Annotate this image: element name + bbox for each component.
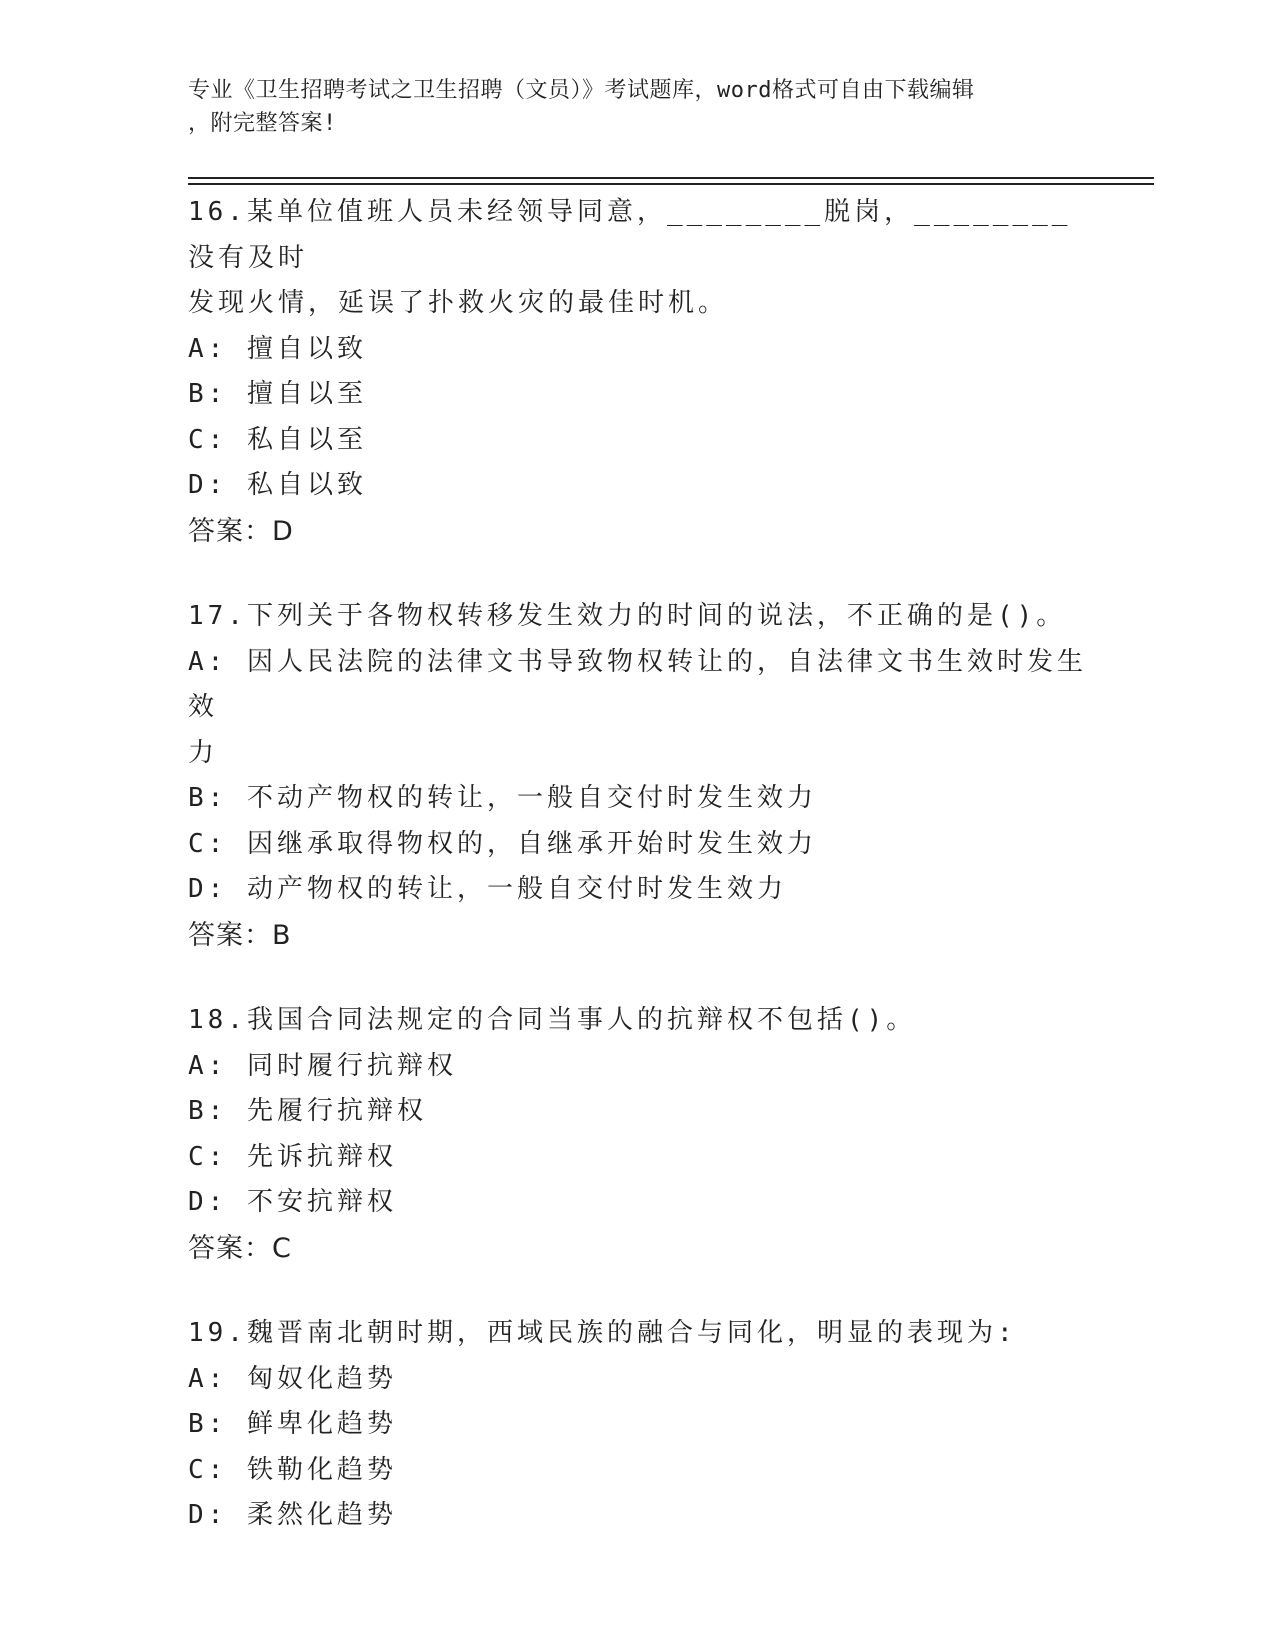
- option-b: B: 先履行抗辩权: [188, 1096, 427, 1126]
- option-c: C: 私自以至: [188, 424, 367, 455]
- option-d: D: 私自以致: [188, 470, 367, 500]
- option-a-continued: 力: [188, 737, 219, 768]
- option-c: C: 铁勒化趋势: [188, 1454, 397, 1485]
- header-rule-bottom: [188, 183, 1154, 185]
- option-d: D: 柔然化趋势: [188, 1500, 397, 1530]
- document-header: [188, 74, 1068, 140]
- option-c: C: 因继承取得物权的，自继承开始时发生效力: [188, 828, 817, 859]
- question-16: [188, 190, 1088, 554]
- answer-line: 答案：B: [188, 919, 292, 951]
- option-c: C: 先诉抗辩权: [188, 1141, 397, 1172]
- question-stem-line: 16.某单位值班人员未经领导同意，________脱岗，________没有及时: [188, 197, 1072, 273]
- header-rule-top: [188, 177, 1154, 179]
- question-17: [188, 594, 1088, 958]
- question-19: [188, 1311, 1088, 1539]
- option-b: B: 不动产物权的转让，一般自交付时发生效力: [188, 783, 817, 813]
- header-line-1: 专业《卫生招聘考试之卫生招聘（文员）》考试题库，word格式可自由下载编辑: [188, 78, 975, 103]
- option-b: B: 鲜卑化趋势: [188, 1409, 397, 1439]
- option-a: A: 擅自以致: [188, 333, 367, 364]
- question-stem-line: 19.魏晋南北朝时期，西域民族的融合与同化，明显的表现为:: [188, 1318, 1017, 1348]
- option-b: B: 擅自以至: [188, 379, 367, 409]
- question-stem-line: 发现火情，延误了扑救火灾的最佳时机。: [188, 288, 729, 318]
- question-list: [188, 190, 1088, 1579]
- option-d: D: 不安抗辩权: [188, 1187, 397, 1217]
- option-a: A: 匈奴化趋势: [188, 1363, 397, 1394]
- option-d: D: 动产物权的转让，一般自交付时发生效力: [188, 874, 787, 904]
- answer-line: 答案：D: [188, 515, 294, 547]
- question-stem-line: 18.我国合同法规定的合同当事人的抗辩权不包括()。: [188, 1005, 917, 1035]
- answer-line: 答案：C: [188, 1232, 292, 1264]
- option-a: A: 因人民法院的法律文书导致物权转让的，自法律文书生效时发生效: [188, 646, 1087, 722]
- question-18: [188, 998, 1088, 1271]
- option-a: A: 同时履行抗辩权: [188, 1050, 457, 1081]
- header-line-2: ，附完整答案!: [188, 111, 337, 136]
- question-stem-line: 17.下列关于各物权转移发生效力的时间的说法，不正确的是()。: [188, 601, 1067, 631]
